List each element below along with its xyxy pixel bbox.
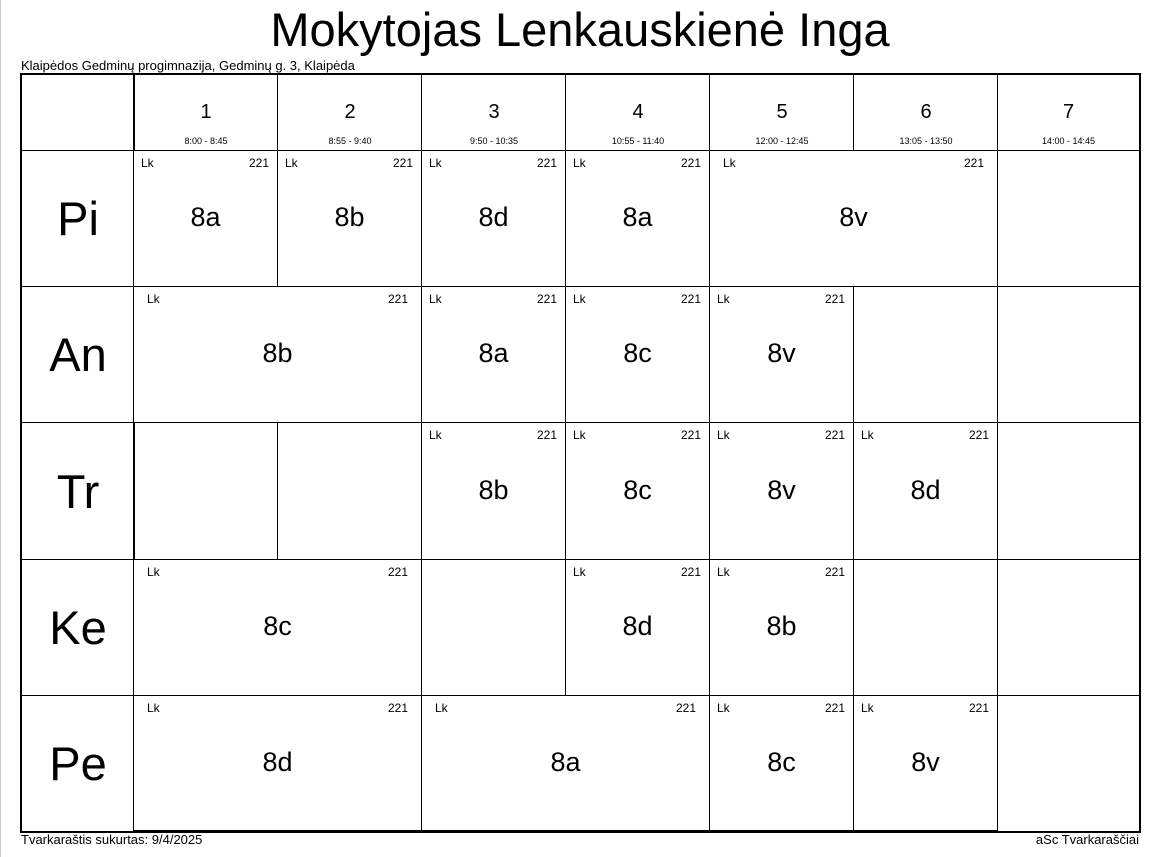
lesson-card[interactable] [566,287,710,423]
lesson-room: 221 [387,565,408,579]
period-header [998,75,1139,151]
day-label: Pe [49,737,107,790]
lesson-card[interactable] [422,287,566,423]
lesson-card[interactable] [134,560,422,696]
lesson-card[interactable] [134,151,278,287]
lesson-room: 221 [536,292,557,306]
lesson-card[interactable] [854,423,998,560]
lesson-room: 221 [680,292,701,306]
lesson-subject: Lk [861,701,874,715]
timetable-grid [20,73,1141,833]
lesson-room: 221 [536,156,557,170]
lesson-card[interactable] [422,151,566,287]
lesson-room: 221 [968,428,989,442]
lesson-class: 8b [262,338,293,368]
period-header [710,75,854,151]
day-label: Ke [49,601,107,654]
period-time: 10:55 - 11:40 [611,136,665,146]
lesson-card[interactable] [710,287,854,423]
period-number: 6 [920,101,932,123]
lesson-room: 221 [824,701,845,715]
lesson-class: 8c [767,746,796,777]
lesson-subject: Lk [573,428,586,442]
lesson-subject: Lk [147,292,160,306]
period-number: 1 [200,101,212,123]
lesson-card[interactable] [422,696,710,831]
period-header [854,75,998,151]
lesson-card[interactable] [134,287,422,423]
period-number: 7 [1062,101,1075,123]
software-brand: aSc Tvarkaraščiai [1035,832,1139,847]
lesson-room: 221 [680,428,701,442]
period-number: 5 [776,101,788,123]
lesson-class: 8v [839,202,868,232]
lesson-class: 8a [622,202,653,232]
lesson-class: 8c [623,474,652,505]
period-time: 8:55 - 9:40 [328,136,372,146]
lesson-class: 8v [767,474,796,505]
lesson-subject: Lk [573,565,586,579]
lesson-class: 8b [334,202,365,232]
lesson-subject: Lk [285,156,298,170]
lesson-subject: Lk [141,156,154,170]
lesson-class: 8c [263,611,292,641]
lesson-subject: Lk [717,565,730,579]
lesson-subject: Lk [573,292,586,306]
lesson-room: 221 [824,428,845,442]
lesson-subject: Lk [861,428,874,442]
lesson-card[interactable] [710,151,998,287]
day-label: An [49,328,107,381]
period-time: 9:50 - 10:35 [469,136,519,146]
lesson-class: 8v [911,746,940,777]
lesson-room: 221 [824,565,845,579]
lesson-room: 221 [968,701,989,715]
period-header [422,75,566,151]
day-label: Tr [56,465,100,518]
lesson-room: 221 [675,701,696,715]
lesson-card[interactable] [566,560,710,696]
lesson-card[interactable] [854,696,998,831]
page-title: Mokytojas Lenkauskienė Inga [270,3,890,56]
lesson-subject: Lk [717,428,730,442]
lesson-subject: Lk [723,156,736,170]
lesson-room: 221 [536,428,557,442]
lesson-class: 8d [262,746,293,777]
lesson-room: 221 [680,565,701,579]
period-number: 3 [488,101,500,123]
period-time: 13:05 - 13:50 [899,136,953,146]
lesson-card[interactable] [422,423,566,560]
period-header [278,75,422,151]
lesson-class: 8a [478,338,509,368]
period-time: 12:00 - 12:45 [755,136,809,146]
period-number: 2 [344,101,356,123]
lesson-class: 8d [910,474,941,505]
lesson-card[interactable] [710,696,854,831]
lesson-class: 8a [190,202,221,232]
lesson-card[interactable] [566,151,710,287]
lesson-class: 8v [767,338,796,368]
lesson-class: 8d [478,202,509,232]
lesson-room: 221 [963,156,984,170]
lesson-room: 221 [248,156,269,170]
lesson-class: 8b [478,474,509,505]
lesson-subject: Lk [429,292,442,306]
lesson-class: 8b [766,611,797,641]
lesson-subject: Lk [147,565,160,579]
created-date: Tvarkaraštis sukurtas: 9/4/2025 [21,832,203,847]
lesson-class: 8d [622,611,653,641]
lesson-class: 8c [623,338,652,368]
lesson-card[interactable] [566,423,710,560]
lesson-subject: Lk [429,156,442,170]
lesson-class: 8a [550,746,581,777]
lesson-card[interactable] [134,696,422,831]
lesson-room: 221 [387,292,408,306]
period-time: 14:00 - 14:45 [1041,136,1096,146]
lesson-subject: Lk [147,701,160,715]
school-address: Klaipėdos Gedminų progimnazija, Gedminų g. 3, Klaipėda [21,58,355,73]
period-header [566,75,710,151]
lesson-subject: Lk [573,156,586,170]
lesson-card[interactable] [710,423,854,560]
lesson-room: 221 [387,701,408,715]
lesson-subject: Lk [717,292,730,306]
lesson-room: 221 [680,156,701,170]
period-number: 4 [632,101,644,123]
lesson-subject: Lk [717,701,730,715]
period-time: 8:00 - 8:45 [184,136,228,146]
lesson-subject: Lk [435,701,448,715]
period-header [134,75,278,151]
day-label: Pi [57,192,99,245]
lesson-room: 221 [824,292,845,306]
lesson-card[interactable] [710,560,854,696]
lesson-subject: Lk [429,428,442,442]
lesson-card[interactable] [278,151,422,287]
lesson-room: 221 [392,156,413,170]
page-edge [0,0,1,857]
